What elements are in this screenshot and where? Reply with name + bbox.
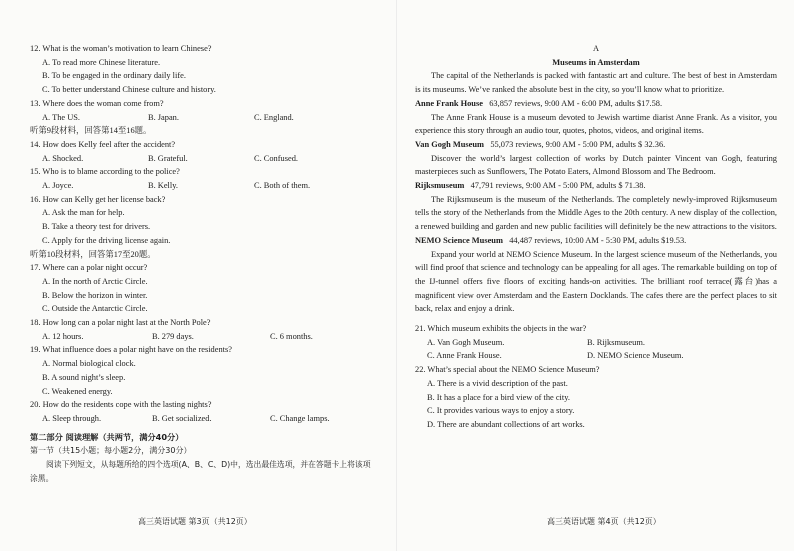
answer-option: B. Below the horizon in winter.	[42, 290, 148, 300]
answer-options-row	[30, 152, 375, 166]
option-c: C. Anne Frank House.	[427, 351, 502, 361]
listening-instruction: 听第9段材料，回答第14至16题。	[30, 126, 152, 136]
answer-options-row	[30, 412, 375, 426]
option-b: B. Kelly.	[148, 181, 178, 191]
museum-header	[415, 179, 777, 193]
option-b: B. It has a place for a bird view of the city.	[427, 392, 570, 402]
option-a: A. The US.	[42, 112, 80, 122]
page-footer-left: 高三英语试题 第3页（共12页）	[138, 517, 252, 526]
answer-option: C. Apply for the driving license again.	[42, 235, 171, 245]
answer-option: C. Weakened energy.	[42, 386, 113, 396]
museum-name: NEMO Science Museum	[415, 235, 503, 245]
option-a: A. Shocked.	[42, 153, 84, 163]
question: 16. How can Kelly get her license back?	[30, 194, 166, 204]
option-b: B. Grateful.	[148, 153, 188, 163]
question: 20. How do the residents cope with the lasting nights?	[30, 400, 212, 410]
museum-description: Discover the world’s largest collection of works by Dutch painter Vincent van Gogh, featuring masterpieces such as Sunflowers, The Potato Eaters, Almond Blossom and The Bedroom.	[415, 153, 777, 177]
option-b: B. Japan.	[148, 112, 179, 122]
answer-option: A. In the north of Arctic Circle.	[42, 276, 148, 286]
answer-option: B. A sound night’s sleep.	[42, 372, 126, 382]
question: 14. How does Kelly feel after the accident?	[30, 139, 176, 149]
option-a: A. Sleep through.	[42, 413, 102, 423]
question: 15. Who is to blame according to the police?	[30, 167, 180, 177]
listening-questions	[30, 42, 375, 486]
section-title: 第二部分 阅读理解（共两节，满分40分）	[30, 431, 184, 442]
answer-options-row	[30, 111, 375, 125]
option-a: A. Joyce.	[42, 181, 74, 191]
passage-letter: A	[592, 44, 600, 53]
museum-info: 44,487 reviews, 10:00 AM - 5:30 PM, adults $19.53.	[509, 235, 687, 245]
exam-page-4	[397, 0, 794, 551]
option-d: D. NEMO Science Museum.	[587, 351, 684, 361]
subsection-title: 第一节（共15小题；每小题2分，满分30分）	[30, 446, 192, 456]
option-b: B. Rijksmuseum.	[587, 337, 645, 347]
answer-option: A. Ask the man for help.	[42, 208, 125, 218]
question-21: 21. Which museum exhibits the objects in the war?	[415, 324, 587, 334]
answer-options-row	[30, 330, 375, 344]
museum-info: 47,791 reviews, 9:00 AM - 5:00 PM, adults $ 71.38.	[470, 181, 646, 191]
question: 13. Where does the woman come from?	[30, 98, 164, 108]
reading-passage-a	[415, 42, 777, 432]
answer-option: A. To read more Chinese literature.	[42, 57, 161, 67]
museum-name: Rijksmuseum	[415, 181, 465, 191]
question-22: 22. What’s special about the NEMO Science Museum?	[415, 365, 600, 375]
option-c: C. It provides various ways to enjoy a story.	[427, 406, 575, 416]
answer-option: C. To better understand Chinese culture and history.	[42, 85, 216, 95]
page-footer-right: 高三英语试题 第4页（共12页）	[547, 517, 661, 526]
option-c: C. 6 months.	[270, 331, 313, 341]
question: 17. Where can a polar night occur?	[30, 263, 148, 273]
museum-description: The Rijksmuseum is the museum of the Netherlands. The completely newly-improved Rijksmuseum tells the story of the Netherlands from the Middle Ages to the 20th century. A new display of the collection, a renewed building and garden and new public facilities will definitely be the new attractions to the visitors.	[415, 194, 777, 232]
museum-description: The Anne Frank House is a museum devoted to Jewish wartime diarist Anne Frank. As a visitor, you experience this story through an audio tour, quotes, photos, videos, and original items.	[415, 112, 777, 136]
question: 12. What is the woman’s motivation to learn Chinese?	[30, 44, 212, 53]
answer-option: C. Outside the Antarctic Circle.	[42, 304, 148, 314]
question-21-options	[415, 336, 777, 363]
question: 19. What influence does a polar night have on the residents?	[30, 345, 232, 355]
option-c: C. Change lamps.	[270, 413, 330, 423]
museum-name: Van Gogh Museum	[415, 139, 485, 149]
option-a: A. There is a vivid description of the past.	[427, 378, 568, 388]
museum-description: Expand your world at NEMO Science Museum. In the largest science museum of the Netherlands, you will find proof that science and technology can be appealing for all ages. The remarkable building on top of the IJ-tunnel offers five floors of exciting hands-on activities. The brilliant roof terrace(露台)has a magnificent view over Amsterdam and the Eastern Docklands. The cafes there are the perfect places to sit back, relax and enjoy a drink.	[415, 249, 777, 314]
reading-instruction: 阅读下列短文，从每题所给的四个选项(A、B、C、D)中，选出最佳选项，并在答题卡上将该项涂黑。	[30, 460, 371, 483]
answer-option: A. Normal biological clock.	[42, 359, 136, 369]
option-b: B. Get socialized.	[152, 413, 212, 423]
museum-header	[415, 234, 777, 248]
museum-name: Anne Frank House	[415, 98, 483, 108]
option-a: A. 12 hours.	[42, 331, 84, 341]
option-b: B. 279 days.	[152, 331, 194, 341]
museum-header	[415, 97, 777, 111]
option-a: A. Van Gogh Museum.	[427, 337, 505, 347]
museum-header	[415, 138, 777, 152]
option-c: C. England.	[254, 112, 294, 122]
answer-options-row	[30, 179, 375, 193]
option-c: C. Both of them.	[254, 181, 311, 191]
listening-instruction: 听第10段材料，回答第17至20题。	[30, 249, 156, 259]
question: 18. How long can a polar night last at the North Pole?	[30, 318, 211, 328]
option-c: C. Confused.	[254, 153, 298, 163]
museum-info: 55,073 reviews, 9:00 AM - 5:00 PM, adults $ 32.36.	[490, 139, 666, 149]
passage-intro: The capital of the Netherlands is packed with fantastic art and culture. The best of best in Amsterdam is its museums. We’ve ranked the absolute best in the city, so you’ll know what to prioritize.	[415, 71, 777, 95]
answer-option: B. To be engaged in the ordinary daily life.	[42, 71, 186, 81]
option-d: D. There are abundant collections of art works.	[427, 419, 585, 429]
answer-option: B. Take a theory test for drivers.	[42, 222, 151, 232]
museum-info: 63,857 reviews, 9:00 AM - 6:00 PM, adults $17.58.	[489, 98, 663, 108]
passage-title: Museums in Amsterdam	[552, 57, 640, 67]
